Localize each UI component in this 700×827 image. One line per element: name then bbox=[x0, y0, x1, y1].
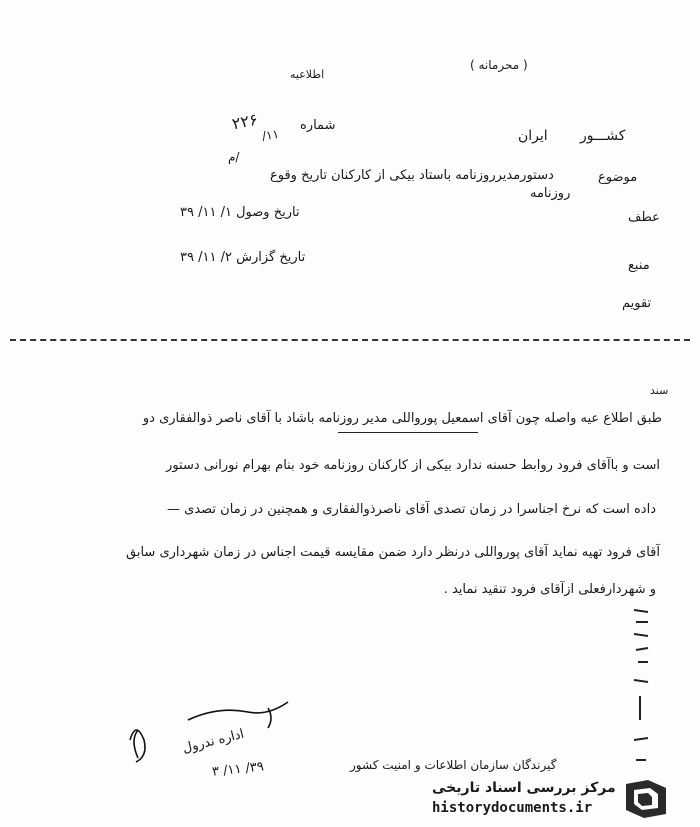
subject-extra: روزنامه bbox=[530, 186, 571, 201]
number-value: ۲۲۶ bbox=[230, 109, 260, 134]
report-type: اطلاعیه bbox=[290, 68, 325, 81]
signature-text: اداره ندرول bbox=[181, 726, 246, 757]
watermark-url: historydocuments.ir bbox=[432, 800, 593, 816]
number-sub: ۱۱/ bbox=[261, 126, 280, 144]
source-label: منبع bbox=[628, 258, 650, 273]
evaluation-label: تقویم bbox=[622, 296, 652, 311]
report-date: تاریخ گزارش ۲/ ۱۱/ ۳۹ bbox=[180, 250, 306, 265]
watermark-title: مرکز بررسی اسناد تاریخی bbox=[432, 780, 616, 796]
archive-stamp bbox=[628, 600, 654, 800]
subject-label: موضوع bbox=[598, 170, 638, 185]
name-underline bbox=[338, 432, 478, 433]
subject-value: دستورمدیرروزنامه باستاد بیکی از کارکنان تاریخ وقوع bbox=[270, 168, 554, 183]
marginal-note: /م bbox=[228, 150, 240, 164]
number-label: شماره bbox=[300, 118, 336, 133]
body-margin-note: سند bbox=[650, 384, 669, 397]
body-line: طبق اطلاع عیه واصله چون آقای اسمعیل پورواللی مدیر روزنامه باشاد با آقای ناصر ذوالفقاری دو bbox=[142, 411, 662, 426]
body-line: داده است که نرخ اجناسرا در زمان تصدی آقای ناصرذوالفقاری و همچنین در زمان تصدی — bbox=[167, 502, 656, 517]
classification-label: ( محرمانه ) bbox=[470, 58, 528, 72]
body-line: است و باآقای فرود روابط حسنه ندارد بیکی از کارکنان روزنامه خود بنام بهرام نورانی دستور bbox=[166, 458, 660, 473]
receipt-date: تاریخ وصول ۱/ ۱۱/ ۳۹ bbox=[180, 205, 300, 220]
signature-date: ۳۹/ ۱۱/ ۳ bbox=[211, 759, 265, 780]
country-label: کشـــور bbox=[580, 128, 626, 144]
country-value: ایران bbox=[518, 128, 548, 144]
reference-label: عطف bbox=[628, 210, 660, 225]
recipients-line: گیرندگان سازمان اطلاعات و امنیت کشور bbox=[350, 758, 557, 772]
section-divider bbox=[10, 339, 690, 341]
archive-logo-icon bbox=[622, 778, 670, 820]
body-line: و شهردارفعلی ازآقای فرود تنقید نماید . bbox=[443, 582, 656, 597]
body-line: آقای فرود تهیه نماید آقای پورواللی درنظر دارد ضمن مقایسه قیمت اجناس در زمان شهرداری سابق bbox=[126, 545, 660, 560]
